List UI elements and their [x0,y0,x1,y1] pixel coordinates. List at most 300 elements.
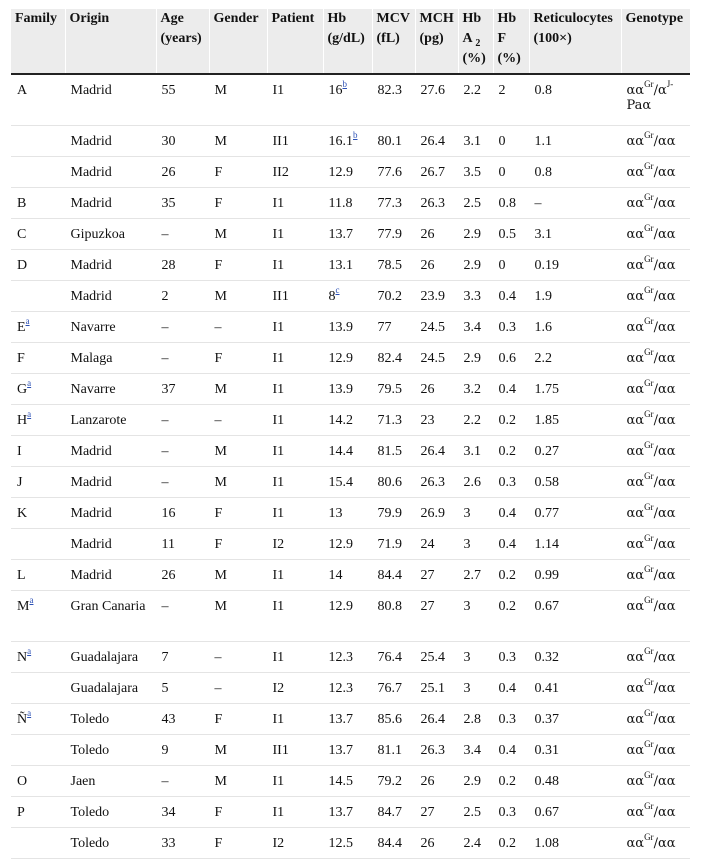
hba2-cell: 2.9 [458,218,493,249]
family-cell: $Ñ^a$ [11,703,65,734]
origin-cell: Madrid [65,74,156,125]
hbf-cell: 0.4 [493,373,529,404]
gender-cell: F [209,528,267,559]
hb-cell: 12.9 [323,590,372,641]
hb-cell: 12.9 [323,342,372,373]
gender-cell: F [209,249,267,280]
table-row [11,156,690,187]
table-row [11,765,690,796]
gender-cell: F [209,796,267,827]
hb-cell: 12.9 [323,528,372,559]
age-cell: 43 [156,703,209,734]
mch-cell: 26 [415,218,458,249]
patient-cell: II1 [267,734,323,765]
column-header [415,9,458,74]
hbf-cell: 0 [493,125,529,156]
footnote-link[interactable]: a [27,408,32,419]
column-header-line: Family [15,11,57,26]
patient-cell: I1 [267,435,323,466]
age-cell: 34 [156,796,209,827]
genotype-cell: $\alpha\alpha^{Gr}/\alpha\alpha$ [621,528,690,559]
patient-cell: I1 [267,218,323,249]
gender-cell: M [209,466,267,497]
genotype-cell: $\alpha\alpha^{Gr}/\alpha\alpha$ [621,590,690,641]
genotype-cell: $\alpha\alpha^{Gr}/\alpha\alpha$ [621,249,690,280]
age-cell: – [156,218,209,249]
table-row [11,734,690,765]
column-header-line: Reticulocytes [533,11,613,26]
mcv-cell: 80.6 [372,466,415,497]
hb-cell: 13.7 [323,218,372,249]
hba2-cell: 3 [458,590,493,641]
gender-cell: – [209,641,267,672]
origin-cell: Madrid [65,249,156,280]
reticulocytes-cell: 0.8 [529,74,621,125]
origin-cell: Navarre [65,373,156,404]
origin-cell: Malaga [65,342,156,373]
mch-cell: 26.4 [415,435,458,466]
gender-cell: M [209,734,267,765]
family-cell: O [11,765,65,796]
hba2-cell: 2.9 [458,342,493,373]
footnote-link[interactable]: c [335,284,340,295]
mcv-cell: 82.4 [372,342,415,373]
reticulocytes-cell: 3.1 [529,218,621,249]
table-row [11,466,690,497]
mcv-cell: 79.5 [372,373,415,404]
reticulocytes-cell: 0.8 [529,156,621,187]
reticulocytes-cell: 0.19 [529,249,621,280]
family-cell: $E^a$ [11,311,65,342]
family-cell: D [11,249,65,280]
mcv-cell: 84.4 [372,827,415,858]
hba2-cell: 3.3 [458,280,493,311]
table-row [11,497,690,528]
hbf-cell: 0.2 [493,559,529,590]
patient-cell: I1 [267,373,323,404]
hbf-cell: 2 [493,74,529,125]
patient-cell: I1 [267,404,323,435]
hbf-cell: 0.6 [493,342,529,373]
family-cell [11,734,65,765]
age-cell: 26 [156,156,209,187]
column-header-line: (pg) [419,31,444,46]
genotype-cell: $\alpha\alpha^{Gr}/\alpha\alpha$ [621,373,690,404]
hbf-cell: 0.4 [493,734,529,765]
mch-cell: 24.5 [415,342,458,373]
reticulocytes-cell: 0.41 [529,672,621,703]
column-header [209,9,267,74]
mch-cell: 27 [415,590,458,641]
column-header [621,9,690,74]
hb-cell: 12.5 [323,827,372,858]
hb-cell: 12.9 [323,156,372,187]
age-cell: 55 [156,74,209,125]
origin-cell: Jaen [65,765,156,796]
patient-cell: I1 [267,559,323,590]
hbf-cell: 0.2 [493,590,529,641]
family-cell: P [11,796,65,827]
hbf-cell: 0.2 [493,827,529,858]
family-cell: F [11,342,65,373]
hb-cell: 14.2 [323,404,372,435]
mch-cell: 23 [415,404,458,435]
hbf-cell: 0.3 [493,703,529,734]
hb-cell: 14.4 [323,435,372,466]
mch-cell: 26 [415,765,458,796]
patient-cell: I1 [267,311,323,342]
footnote-link[interactable]: a [27,377,32,388]
hba2-cell: 3.5 [458,156,493,187]
gender-cell: F [209,156,267,187]
patient-cell: I1 [267,703,323,734]
gender-cell: – [209,311,267,342]
column-header-line: (years) [160,31,202,46]
age-cell: 26 [156,559,209,590]
genotype-cell: $\alpha\alpha^{Gr}/\alpha\alpha$ [621,559,690,590]
mch-cell: 26 [415,249,458,280]
mcv-cell: 80.1 [372,125,415,156]
hbf-cell: 0.8 [493,187,529,218]
patient-cell: I1 [267,74,323,125]
hb-cell: 14 [323,559,372,590]
age-cell: 11 [156,528,209,559]
mch-cell: 27 [415,796,458,827]
gender-cell: F [209,342,267,373]
footnote-link[interactable]: a [27,645,32,656]
reticulocytes-cell: 0.48 [529,765,621,796]
origin-cell: Toledo [65,703,156,734]
table-row [11,187,690,218]
gender-cell: M [209,765,267,796]
table-body [11,74,690,858]
column-header-line: F [497,31,507,46]
gender-cell: M [209,218,267,249]
reticulocytes-cell: – [529,187,621,218]
hbf-cell: 0.3 [493,311,529,342]
footnote-link[interactable]: b [342,79,347,90]
mcv-cell: 81.5 [372,435,415,466]
genotype-cell: $\alpha\alpha^{Gr}/\alpha\alpha$ [621,187,690,218]
hba2-cell: 2.8 [458,703,493,734]
mch-cell: 26.4 [415,125,458,156]
mcv-cell: 80.8 [372,590,415,641]
mcv-cell: 81.1 [372,734,415,765]
hb-cell: 13.7 [323,734,372,765]
table-row [11,74,690,125]
footnote-link[interactable]: a [25,315,30,326]
footnote-link[interactable]: a [27,707,32,718]
age-cell: 7 [156,641,209,672]
hbf-cell: 0.3 [493,641,529,672]
age-cell: – [156,342,209,373]
patient-cell: II1 [267,280,323,311]
column-header-line: Hb [327,11,347,26]
age-cell: 37 [156,373,209,404]
genotype-cell: $\alpha\alpha^{Gr}/\alpha\alpha$ [621,125,690,156]
gender-cell: M [209,125,267,156]
table-row [11,125,690,156]
age-cell: – [156,590,209,641]
patient-cell: I1 [267,641,323,672]
table-row [11,280,690,311]
column-header-line: MCV [376,11,410,26]
hb-cell: 12.3 [323,641,372,672]
genotype-cell: $\alpha\alpha^{Gr}/\alpha\alpha$ [621,827,690,858]
origin-cell: Madrid [65,466,156,497]
mcv-cell: 82.3 [372,74,415,125]
reticulocytes-cell: 1.1 [529,125,621,156]
footnote-link[interactable]: b [353,129,358,140]
patient-cell: I1 [267,796,323,827]
genotype-cell: $\alpha\alpha^{Gr}/\alpha\alpha$ [621,404,690,435]
mcv-cell: 78.5 [372,249,415,280]
hb-cell: 13.7 [323,703,372,734]
column-header-line: (%) [462,51,486,66]
reticulocytes-cell: 1.85 [529,404,621,435]
genotype-cell: $\alpha\alpha^{Gr}/\alpha\alpha$ [621,156,690,187]
family-cell [11,528,65,559]
mcv-cell: 76.4 [372,641,415,672]
origin-cell: Madrid [65,497,156,528]
age-cell: 16 [156,497,209,528]
hbf-cell: 0 [493,249,529,280]
age-cell: 35 [156,187,209,218]
table-row [11,641,690,672]
column-header-line: (g/dL) [327,31,365,46]
gender-cell: M [209,74,267,125]
origin-cell: Madrid [65,280,156,311]
reticulocytes-cell: 2.2 [529,342,621,373]
genotype-cell: $\alpha\alpha^{Gr}/\alpha\alpha$ [621,218,690,249]
hba2-cell: 3.2 [458,373,493,404]
patient-cell: II1 [267,125,323,156]
origin-cell: Madrid [65,528,156,559]
hbf-cell: 0.2 [493,435,529,466]
patient-cell: I1 [267,187,323,218]
hba2-cell: 3.1 [458,435,493,466]
hb-cell: 8$^c$ [323,280,372,311]
hb-cell: 14.5 [323,765,372,796]
hba2-cell: 3 [458,497,493,528]
family-cell: $N^a$ [11,641,65,672]
hb-cell: 15.4 [323,466,372,497]
gender-cell: – [209,672,267,703]
age-cell: 28 [156,249,209,280]
column-header-line: Patient [271,11,315,26]
hb-cell: 13 [323,497,372,528]
column-header-line: (%) [497,51,521,66]
gender-cell: – [209,404,267,435]
reticulocytes-cell: 1.75 [529,373,621,404]
age-cell: – [156,466,209,497]
hbf-cell: 0.5 [493,218,529,249]
age-cell: – [156,765,209,796]
column-header-line: Hb [497,11,517,26]
family-cell: I [11,435,65,466]
age-cell: 2 [156,280,209,311]
genotype-cell: $\alpha\alpha^{Gr}/\alpha\alpha$ [621,672,690,703]
family-cell [11,280,65,311]
hba2-cell: 3.4 [458,311,493,342]
mcv-cell: 70.2 [372,280,415,311]
family-cell [11,672,65,703]
age-cell: – [156,311,209,342]
origin-cell: Toledo [65,827,156,858]
gender-cell: M [209,435,267,466]
column-header [458,9,493,74]
hb-cell: 11.8 [323,187,372,218]
hba2-cell: 3.1 [458,125,493,156]
mch-cell: 25.1 [415,672,458,703]
gender-cell: M [209,373,267,404]
table-row [11,796,690,827]
column-header [267,9,323,74]
mcv-cell: 79.2 [372,765,415,796]
family-cell: J [11,466,65,497]
age-cell: 30 [156,125,209,156]
hb-cell: 13.9 [323,373,372,404]
genotype-cell: $\alpha\alpha^{Gr}/\alpha\alpha$ [621,435,690,466]
family-cell: $M^a$ [11,590,65,641]
hba2-cell: 3 [458,528,493,559]
column-header-line: (100×) [533,31,572,46]
patient-cell: I1 [267,466,323,497]
origin-cell: Madrid [65,559,156,590]
reticulocytes-cell: 1.08 [529,827,621,858]
column-header [529,9,621,74]
genotype-cell: $\alpha\alpha^{Gr}/\alpha\alpha$ [621,497,690,528]
family-cell: C [11,218,65,249]
age-cell: 5 [156,672,209,703]
reticulocytes-cell: 0.32 [529,641,621,672]
patient-cell: I2 [267,827,323,858]
family-cell [11,827,65,858]
table-row [11,528,690,559]
genotype-cell: $\alpha\alpha^{Gr}/\alpha\alpha$ [621,280,690,311]
family-cell: B [11,187,65,218]
column-header-line: MCH [419,11,454,26]
hba2-cell: 2.4 [458,827,493,858]
hba2-cell: 3 [458,641,493,672]
hba2-cell: 3 [458,672,493,703]
reticulocytes-cell: 1.14 [529,528,621,559]
hbf-cell: 0.2 [493,404,529,435]
hbf-cell: 0 [493,156,529,187]
table-row [11,249,690,280]
mcv-cell: 71.3 [372,404,415,435]
table-row [11,342,690,373]
origin-cell: Madrid [65,125,156,156]
column-header-line: Genotype [625,11,684,26]
reticulocytes-cell: 0.77 [529,497,621,528]
mcv-cell: 77 [372,311,415,342]
column-header [11,9,65,74]
column-header [372,9,415,74]
age-cell: 9 [156,734,209,765]
column-header-line: Origin [69,11,110,26]
mch-cell: 26.3 [415,187,458,218]
genotype-cell: $\alpha\alpha^{Gr}/\alpha\alpha$ [621,311,690,342]
origin-cell: Guadalajara [65,641,156,672]
reticulocytes-cell: 1.9 [529,280,621,311]
mch-cell: 26.4 [415,703,458,734]
hb-cell: 13.1 [323,249,372,280]
column-header-line: Age [160,11,184,26]
header-row [11,9,690,74]
reticulocytes-cell: 0.37 [529,703,621,734]
hba2-cell: 2.9 [458,249,493,280]
family-cell: A [11,74,65,125]
origin-cell: Madrid [65,435,156,466]
hba2-cell: 2.5 [458,796,493,827]
family-cell: $G^a$ [11,373,65,404]
age-cell: 33 [156,827,209,858]
mch-cell: 25.4 [415,641,458,672]
hb-cell: 13.9 [323,311,372,342]
genotype-cell: $\alpha\alpha^{Gr}/\alpha\alpha$ [621,466,690,497]
mch-cell: 26 [415,827,458,858]
reticulocytes-cell: 1.6 [529,311,621,342]
mch-cell: 24 [415,528,458,559]
family-cell: L [11,559,65,590]
mcv-cell: 77.6 [372,156,415,187]
origin-cell: Toledo [65,734,156,765]
column-header [493,9,529,74]
patient-cell: I2 [267,528,323,559]
mcv-cell: 79.9 [372,497,415,528]
table-row [11,827,690,858]
mch-cell: 26.3 [415,734,458,765]
table-row [11,703,690,734]
mcv-cell: 76.7 [372,672,415,703]
mcv-cell: 84.7 [372,796,415,827]
hbf-cell: 0.4 [493,497,529,528]
patient-cell: II2 [267,156,323,187]
footnote-link[interactable]: a [29,594,34,605]
mch-cell: 23.9 [415,280,458,311]
mch-cell: 27.6 [415,74,458,125]
origin-cell: Madrid [65,187,156,218]
mch-cell: 24.5 [415,311,458,342]
hba2-cell: 2.2 [458,404,493,435]
hb-cell: 12.3 [323,672,372,703]
hba2-cell: 2.5 [458,187,493,218]
hbf-cell: 0.4 [493,280,529,311]
table-row [11,435,690,466]
age-cell: – [156,404,209,435]
origin-cell: Toledo [65,796,156,827]
mch-cell: 26.3 [415,466,458,497]
patient-cell: I2 [267,672,323,703]
patient-cell: I1 [267,590,323,641]
origin-cell: Gipuzkoa [65,218,156,249]
family-cell [11,156,65,187]
genotype-cell: $\alpha\alpha^{Gr}/\alpha\alpha$ [621,703,690,734]
table-row [11,404,690,435]
column-header-line: A $_2$ [462,31,481,49]
column-header-line: (fL) [376,31,400,46]
genotype-cell: $\alpha\alpha^{Gr}/\alpha\alpha$ [621,796,690,827]
mcv-cell: 84.4 [372,559,415,590]
reticulocytes-cell: 0.31 [529,734,621,765]
reticulocytes-cell: 0.58 [529,466,621,497]
gender-cell: F [209,187,267,218]
gender-cell: F [209,827,267,858]
table-row [11,311,690,342]
mcv-cell: 85.6 [372,703,415,734]
origin-cell: Guadalajara [65,672,156,703]
